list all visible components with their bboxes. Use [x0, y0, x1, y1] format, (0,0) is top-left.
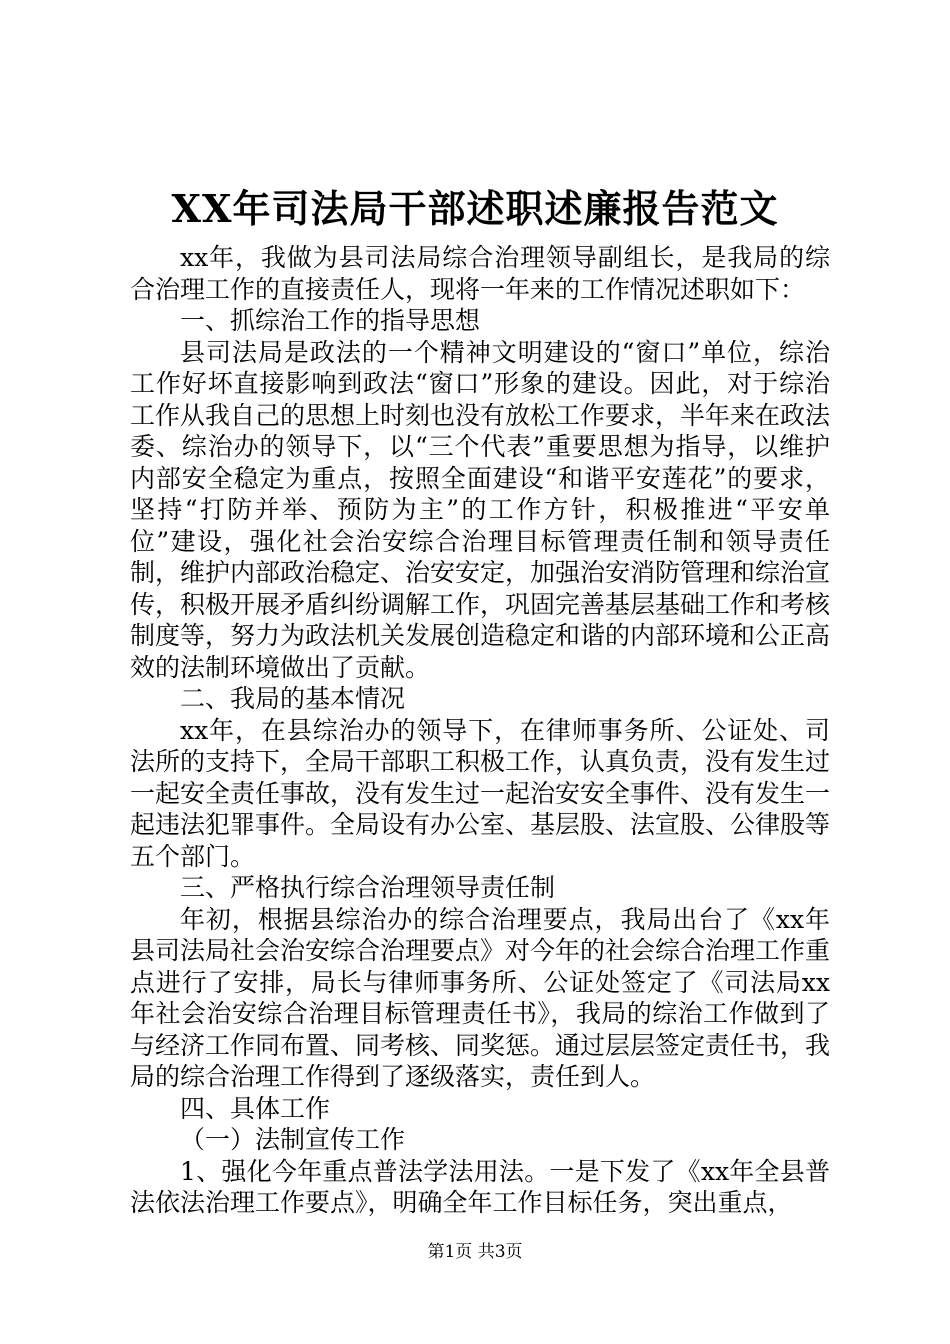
paragraph-basic-situation: xx年，在县综治办的领导下，在律师事务所、公证处、司法所的支持下，全局干部职工积极工作，认真负责，没有发生过一起安全责任事故，没有发生过一起治安安全事件、没有发生一起违法犯罪事件。全局设有办公室、基层股、法宣股、公律股等五个部门。	[130, 715, 831, 871]
section-heading-4: 四、具体工作	[180, 1093, 331, 1123]
subsection-heading-1: （一）法制宣传工作	[180, 1125, 406, 1154]
section-heading-3: 三、严格执行综合治理领导责任制	[180, 873, 556, 902]
section-heading-2: 二、我局的基本情况	[180, 684, 406, 713]
paragraph-guiding-ideology: 县司法局是政法的一个精神文明建设的“窗口”单位，综治工作好坏直接影响到政法“窗口”形象的建设。因此，对于综治工作从我自己的思想上时刻也没有放松工作要求，半年来在政法委、综治办的领导下，以“三个代表”重要思想为指导，以维护内部安全稳定为重点，按照全面建设“和谐平安莲花”的要求，坚持“打防并举、预防为主”的工作方针，积极推进“平安单位”建设，强化社会治安综合治理目标管理责任制和领导责任制，维护内部政治稳定、治安安定，加强治安消防管理和综治宣传，积极开展矛盾纠纷调解工作，巩固完善基层基础工作和考核制度等，努力为政法机关发展创造稳定和谐的内部环境和公正高效的法制环境做出了贡献。	[130, 337, 831, 682]
paragraph-responsibility: 年初，根据县综治办的综合治理要点，我局出台了《xx年县司法局社会治安综合治理要点》对今年的社会综合治理工作重点进行了安排，局长与律师事务所、公证处签定了《司法局xx年社会治安综合治理目标管理责任书》，我局的综治工作做到了与经济工作同布置、同考核、同奖惩。通过层层签定责任书，我局的综合治理工作得到了逐级落实，责任到人。	[130, 904, 831, 1091]
section-heading-1: 一、抓综治工作的指导思想	[180, 306, 481, 335]
document-title: XX年司法局干部述职述廉报告范文	[171, 186, 779, 231]
paragraph-legal-publicity: 1、强化今年重点普法学法用法。一是下发了《xx年全县普法依法治理工作要点》，明确全年工作目标任务，突出重点，	[130, 1156, 830, 1217]
paragraph-intro: xx年，我做为县司法局综合治理领导副组长，是我局的综合治理工作的直接责任人，现将一年来的工作情况述职如下：	[130, 243, 830, 304]
document-body	[130, 242, 830, 1219]
page-number-footer: 第1页 共3页	[427, 1242, 523, 1262]
